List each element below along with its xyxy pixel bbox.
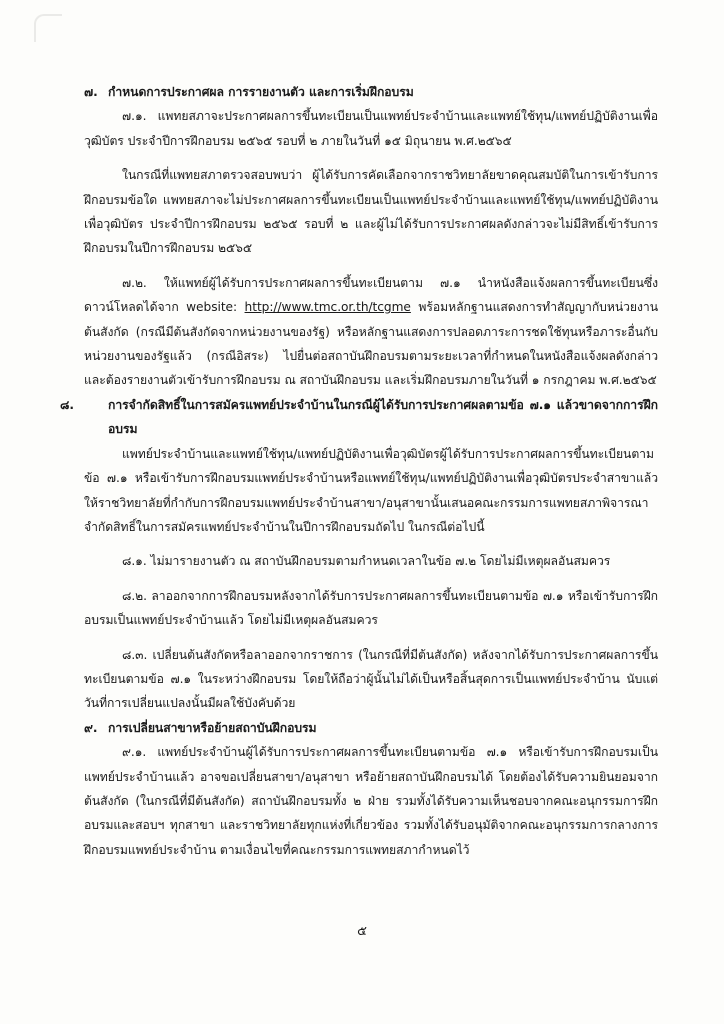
paragraph-7-1-note: ในกรณีที่แพทยสภาตรวจสอบพบว่า ผู้ได้รับการคัดเลือกจากราชวิทยาลัยขาดคุณสมบัติในการเข้ารับการฝึกอบรมข้อใด แพทยสภาจะไม่ประกาศผลการขึ้นทะเบียนเป็นแพทย์ประจำบ้านและแพทย์ใช้ทุน/แพทย์ปฏิบัติงานเพื่อวุฒิบัตร ประจำปีการฝึกอบรม ๒๕๖๕ รอบที่ ๒ และผู้ไม่ได้รับการประกาศผลดังกล่าวจะไม่มีสิทธิ์เข้ารับการฝึกอบรมในปีการฝึกอบรม ๒๕๖๕ xyxy=(84,168,658,256)
section-title: กำหนดการประกาศผล การรายงานตัว และการเริ่มฝึกอบรม xyxy=(108,85,414,99)
item-8-2: ๘.๒. ลาออกจากการฝึกอบรมหลังจากได้รับการประกาศผลการขึ้นทะเบียนตามข้อ ๗.๑ หรือเข้ารับการฝึกอบรมเป็นแพทย์ประจำบ้านแล้ว โดยไม่มีเหตุผลอันสมควร xyxy=(84,588,658,628)
section-title: การจำกัดสิทธิ์ในการสมัครแพทย์ประจำบ้านในกรณีผู้ได้รับการประกาศผลตามข้อ ๗.๑ แล้วขาดจากการฝึกอบรม xyxy=(108,397,658,437)
item-8-3: ๘.๓. เปลี่ยนต้นสังกัดหรือลาออกจากราชการ (ในกรณีที่มีต้นสังกัด) หลังจากได้รับการประกาศผลการขึ้นทะเบียนตามข้อ ๗.๑ ในระหว่างฝึกอบรม โดยให้ถือว่าผู้นั้นไม่ได้เป็นหรือสิ้นสุดการเป็นแพทย์ประจำบ้าน นับแต่วันที่การเปลี่ยนแปลงนั้นมีผลใช้บังคับด้วย xyxy=(84,647,658,711)
section-7-heading xyxy=(84,80,658,104)
section-number: ๙. xyxy=(84,720,98,735)
page-number: ๕ xyxy=(357,924,367,939)
document-body xyxy=(60,80,658,862)
section-title: การเปลี่ยนสาขาหรือย้ายสถาบันฝึกอบรม xyxy=(108,720,317,735)
paragraph-9-1: ๙.๑. แพทย์ประจำบ้านผู้ได้รับการประกาศผลการขึ้นทะเบียนตามข้อ ๗.๑ หรือเข้ารับการฝึกอบรมเป็นแพทย์ประจำบ้านแล้ว อาจขอเปลี่ยนสาขา/อนุสาขา หรือย้ายสถาบันฝึกอบรมได้ โดยต้องได้รับความยินยอมจากต้นสังกัด (ในกรณีที่มีต้นสังกัด) สถาบันฝึกอบรมทั้ง ๒ ฝ่าย รวมทั้งได้รับความเห็นชอบจากคณะอนุกรรมการฝึกอบรมและสอบฯ ทุกสาขา และราชวิทยาลัยทุกแห่งที่เกี่ยวข้อง รวมทั้งได้รับอนุมัติจากคณะอนุกรรมการกลางการฝึกอบรมแพทย์ประจำบ้าน ตามเงื่อนไขที่คณะกรรมการแพทยสภากำหนดไว้ xyxy=(84,745,658,857)
paragraph-text: พร้อมหลักฐานแสดงการทำสัญญากับหน่วยงานต้นสังกัด (กรณีมีต้นสังกัดจากหน่วยงานของรัฐ) หรือหลักฐานแสดงการปลอดภาระการชดใช้ทุนหรือภาระอื่นกับหน่วยงานของรัฐแล้ว (กรณีอิสระ) ไปยื่นต่อสถาบันฝึกอบรมตามระยะเวลาที่กำหนดในหนังสือแจ้งผลดังกล่าว และต้องรายงานตัวเข้ารับการฝึกอบรม ณ สถาบันฝึกอบรม และเริ่มฝึกอบรมภายในวันที่ ๑ กรกฎาคม พ.ศ.๒๕๖๕ xyxy=(84,300,658,388)
paragraph-text: ๗.๒. ให้แพทย์ผู้ได้รับการประกาศผลการขึ้นทะเบียนตาม ๗.๑ นำหนังสือแจ้งผลการขึ้นทะเบียนซึ่งดาวน์โหลดได้จาก website: xyxy=(84,275,658,315)
section-8-heading xyxy=(60,393,658,442)
paragraph-7-2 xyxy=(84,271,658,393)
section-number: ๘. xyxy=(60,397,74,412)
item-8-1: ๘.๑. ไม่มารายงานตัว ณ สถาบันฝึกอบรมตามกำหนดเวลาในข้อ ๗.๒ โดยไม่มีเหตุผลอันสมควร xyxy=(122,554,611,569)
section-9-heading xyxy=(84,716,658,740)
website-link[interactable]: http://www.tmc.or.th/tcgme xyxy=(244,300,411,315)
scan-artifact xyxy=(34,14,62,42)
paragraph-8-intro: แพทย์ประจำบ้านและแพทย์ใช้ทุน/แพทย์ปฏิบัติงานเพื่อวุฒิบัตรผู้ได้รับการประกาศผลการขึ้นทะเบียนตามข้อ ๗.๑ หรือเข้ารับการฝึกอบรมแพทย์ประจำบ้านหรือแพทย์ใช้ทุน/แพทย์ปฏิบัติงานเพื่อวุฒิบัตรประจำสาขาแล้ว ให้ราชวิทยาลัยที่กำกับการฝึกอบรมแพทย์ประจำบ้านสาขา/อนุสาขานั้นเสนอคณะกรรมการแพทยสภาพิจารณาจำกัดสิทธิ์ในการสมัครแพทย์ประจำบ้านในปีการฝึกอบรมถัดไป ในกรณีต่อไปนี้ xyxy=(84,446,658,534)
paragraph-7-1: ๗.๑. แพทยสภาจะประกาศผลการขึ้นทะเบียนเป็นแพทย์ประจำบ้านและแพทย์ใช้ทุน/แพทย์ปฏิบัติงานเพื่อวุฒิบัตร ประจำปีการฝึกอบรม ๒๕๖๕ รอบที่ ๒ ภายในวันที่ ๑๕ มิถุนายน พ.ศ.๒๕๖๕ xyxy=(84,109,658,148)
section-number: ๗. xyxy=(84,85,98,99)
